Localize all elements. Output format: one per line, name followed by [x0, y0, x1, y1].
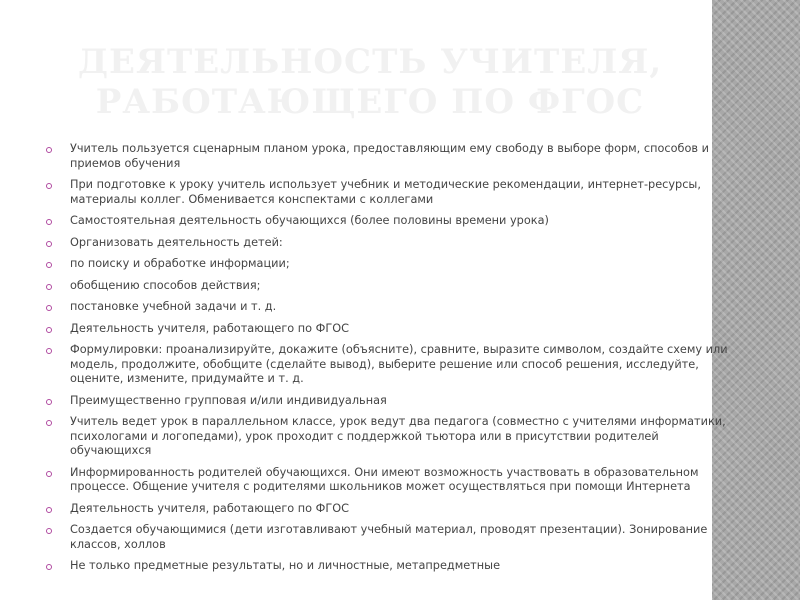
list-item-text: постановке учебной задачи и т. д.	[70, 300, 277, 313]
list-item	[44, 257, 734, 272]
bullet-circle-icon	[46, 507, 52, 513]
bullet-circle-icon	[46, 241, 52, 247]
bullet-circle-icon	[46, 305, 52, 311]
bullet-circle-icon	[46, 348, 52, 354]
bullet-circle-icon	[46, 284, 52, 290]
list-item	[44, 394, 734, 409]
list-item	[44, 502, 734, 517]
list-item-text: Преимущественно групповая и/или индивидуальная	[70, 393, 387, 407]
bullet-circle-icon	[46, 183, 52, 189]
list-item	[44, 415, 734, 459]
list-item	[44, 279, 734, 294]
list-item	[44, 523, 734, 552]
bullet-circle-icon	[46, 327, 52, 333]
list-item-text: Деятельность учителя, работающего по ФГОС	[70, 321, 350, 335]
list-item	[44, 343, 734, 387]
list-item	[44, 559, 734, 574]
list-item	[44, 236, 734, 251]
list-item	[44, 322, 734, 337]
bullet-circle-icon	[46, 471, 52, 477]
bullet-circle-icon	[46, 399, 52, 405]
list-item-text: Создается обучающимися (дети изготавливают учебный материал, проводят презентации). Зонирование классов, холлов	[70, 523, 708, 551]
list-item-text: Не только предметные результаты, но и личностные, метапредметные	[70, 559, 501, 572]
list-item	[44, 142, 734, 171]
bullet-circle-icon	[46, 262, 52, 268]
list-item-text: Учитель пользуется сценарным планом урока, предоставляющим ему свободу в выборе форм, способов и приемов обучения	[70, 142, 709, 170]
bullet-circle-icon	[46, 564, 52, 570]
list-item-text: Самостоятельная деятельность обучающихся (более половины времени урока)	[70, 214, 549, 227]
bullet-circle-icon	[46, 147, 52, 153]
slide-title: ДЕЯТЕЛЬНОСТЬ УЧИТЕЛЯ, РАБОТАЮЩЕГО ПО ФГОС	[77, 42, 663, 122]
list-item	[44, 178, 734, 207]
list-item-text: Формулировки: проанализируйте, докажите (объясните), сравните, выразите символом, создайте схему или модель, продолжите, обобщите (сделайте вывод), выберите решение или способ решения, исследуйте, оцените, измените, придумайте и т. д.	[70, 343, 728, 385]
bullet-circle-icon	[46, 420, 52, 426]
list-item-text: обобщению способов действия;	[70, 278, 261, 292]
list-item-text: Информированность родителей обучающихся. Они имеют возможность участвовать в образовательном процессе. Общение учителя с родителями школьников может осуществляться при помощи Интернета	[70, 465, 699, 493]
bullet-circle-icon	[46, 219, 52, 225]
list-item-text: по поиску и обработке информации;	[70, 257, 290, 270]
list-item-text: Учитель ведет урок в параллельном классе, урок ведут два педагога (совместно с учителями информатики, психологами и логопедами), урок проходит с поддержкой тьютора или в присутствии родителей обучающихся	[70, 415, 726, 457]
list-item	[44, 214, 734, 229]
list-item	[44, 466, 734, 495]
list-item	[44, 300, 734, 315]
bullet-circle-icon	[46, 528, 52, 534]
list-item-text: Деятельность учителя, работающего по ФГОС	[70, 501, 350, 515]
list-item-text: При подготовке к уроку учитель использует учебник и методические рекомендации, интернет-ресурсы, материалы коллег. Обменивается конспектами с коллегами	[70, 178, 701, 206]
bullet-list	[44, 142, 734, 581]
list-item-text: Организовать деятельность детей:	[70, 235, 283, 249]
